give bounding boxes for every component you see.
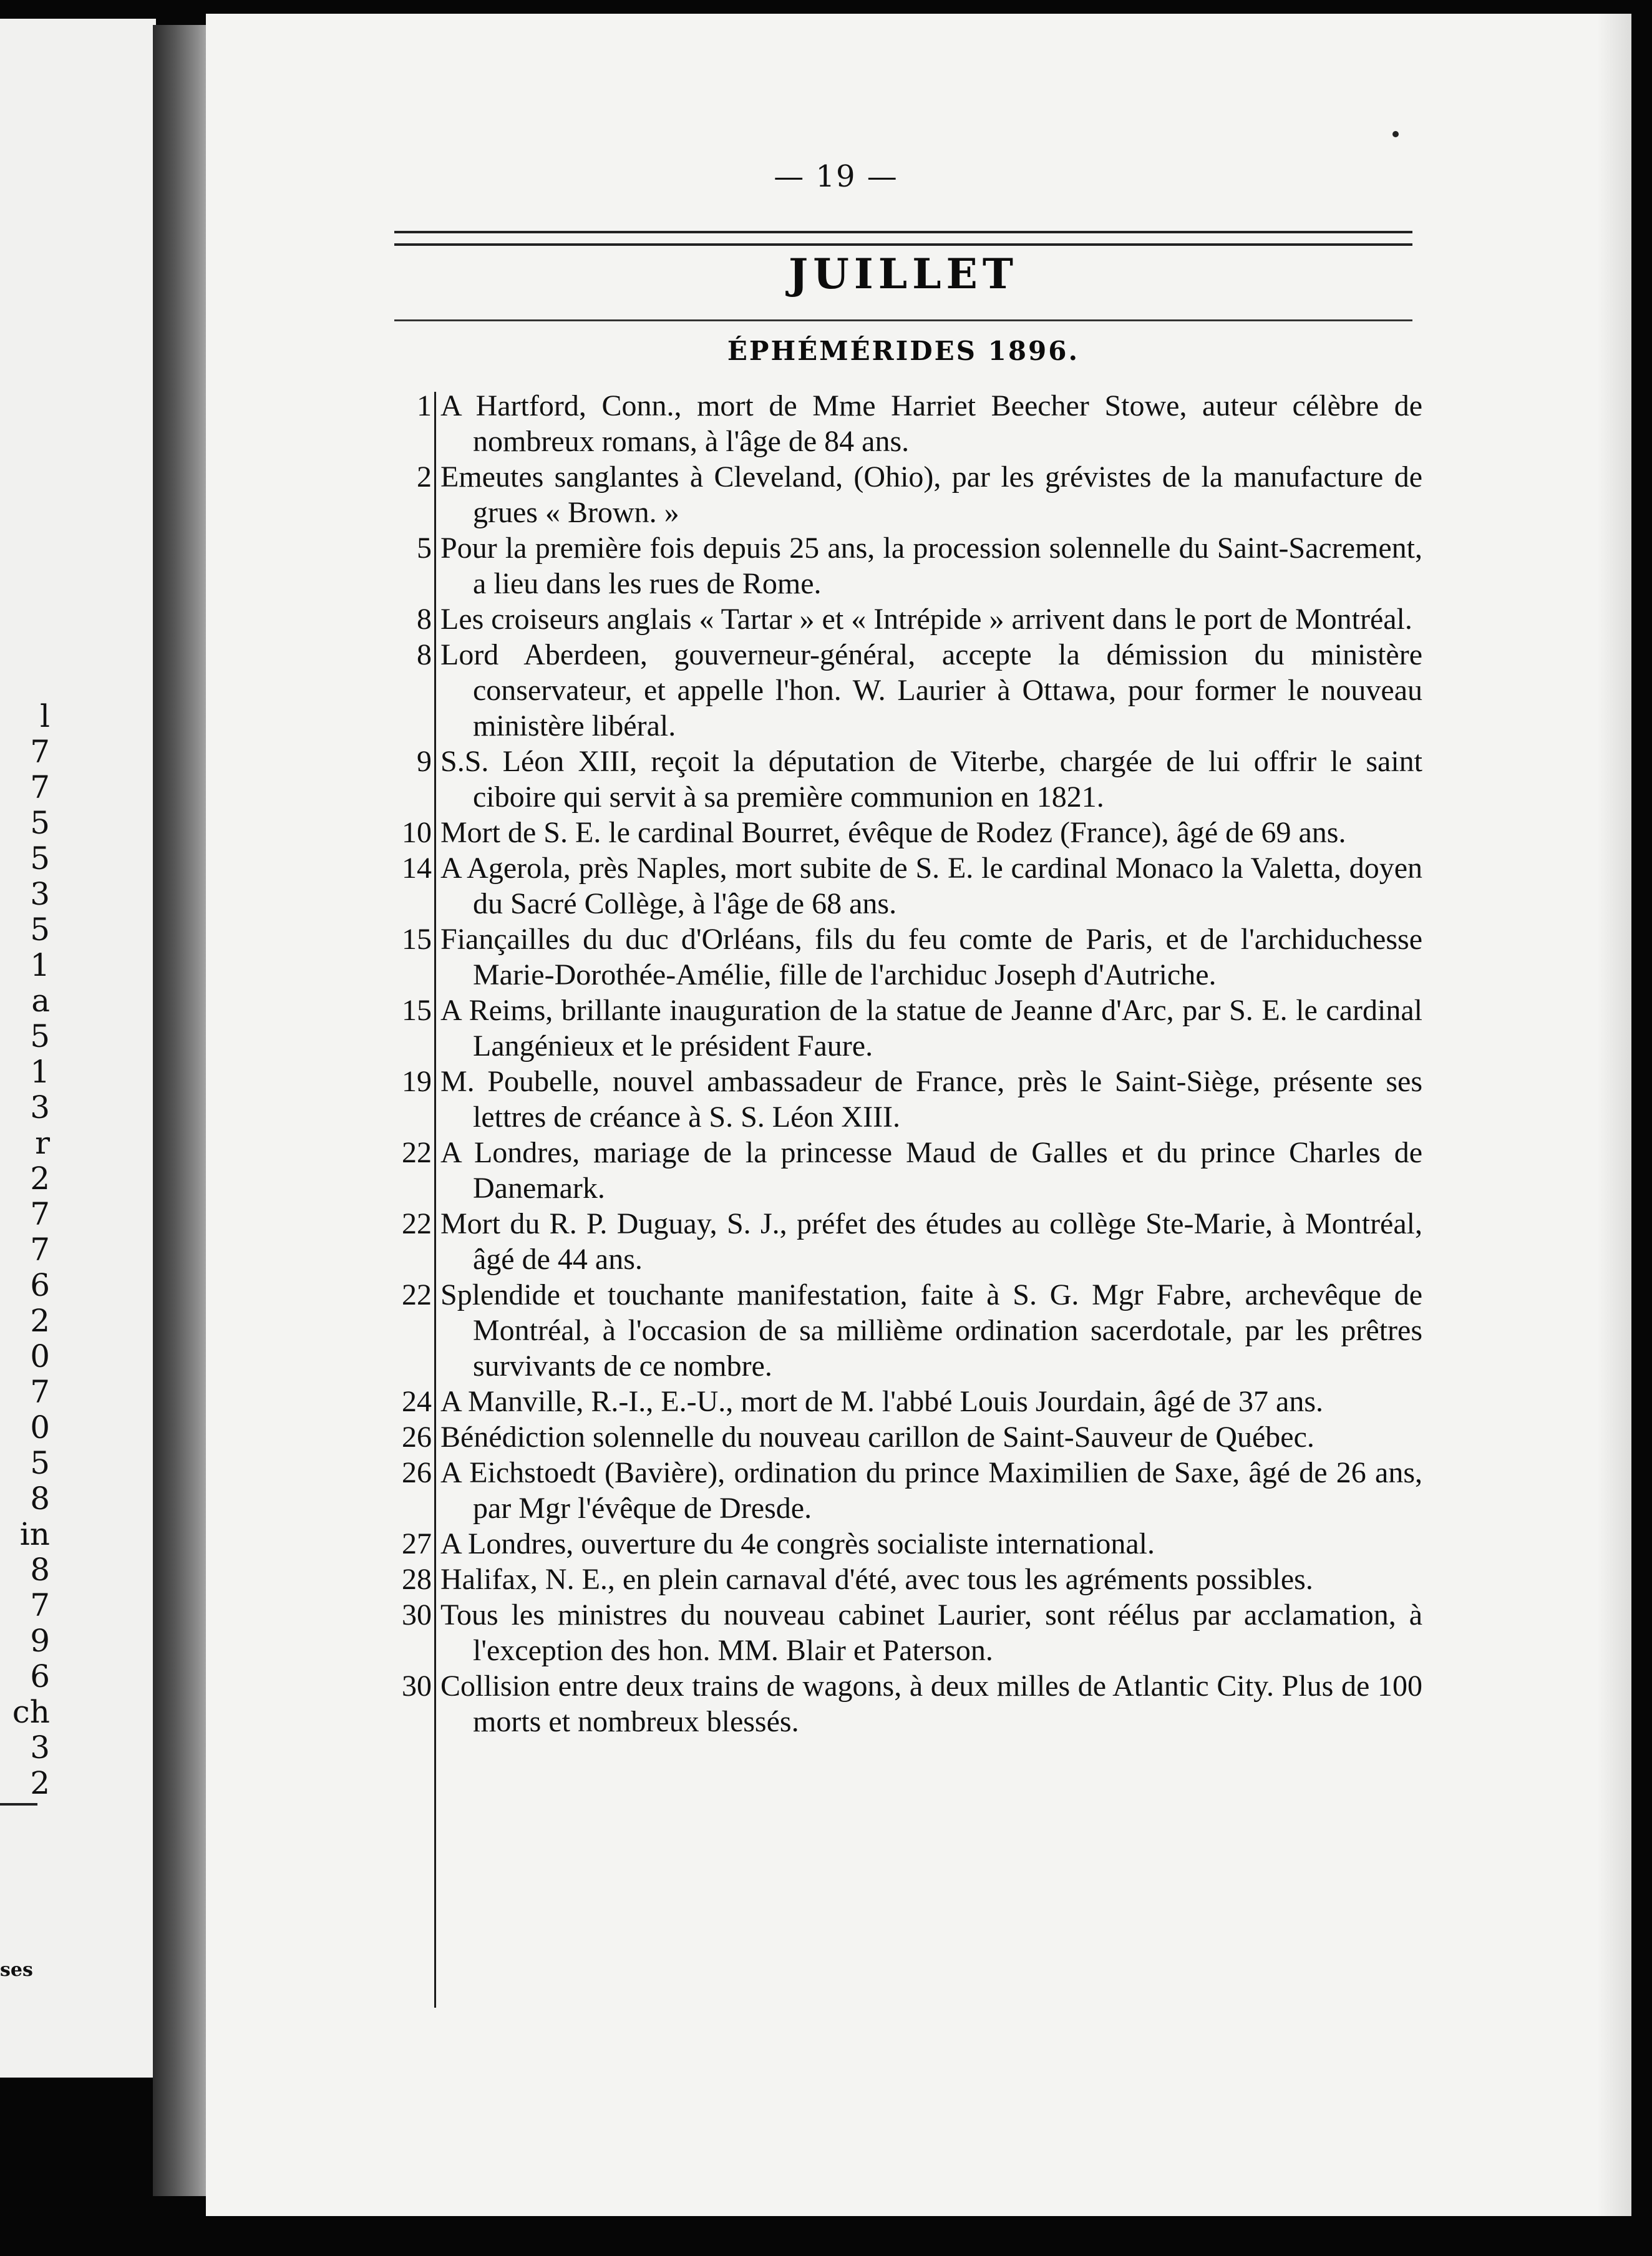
entry-day: 30 — [402, 1598, 432, 1631]
ephemeris-entry — [374, 1562, 1422, 1597]
margin-char: 5 — [30, 912, 50, 948]
ephemeris-entry — [374, 993, 1422, 1064]
ephemeris-entry — [374, 1668, 1422, 1739]
margin-char: 2 — [30, 1160, 50, 1197]
ephemeris-entry — [374, 1455, 1422, 1526]
entry-text: A Reims, brillante inauguration de la statue de Jeanne d'Arc, par S. E. le cardinal Langénieux et le président Faure. — [440, 994, 1422, 1062]
entry-text: M. Poubelle, nouvel ambassadeur de France, près le Saint-Siège, présente ses lettres de créance à S. S. Léon XIII. — [440, 1065, 1422, 1134]
margin-char: 8 — [30, 1552, 50, 1588]
ephemeris-entry — [374, 744, 1422, 815]
margin-char: 7 — [30, 769, 50, 805]
ink-speck — [1392, 131, 1399, 137]
entry-day: 1 — [417, 389, 432, 422]
entry-text: A Manville, R.-I., E.-U., mort de M. l'abbé Louis Jourdain, âgé de 37 ans. — [440, 1385, 1324, 1418]
entry-text: Emeutes sanglantes à Cleveland, (Ohio), par les grévistes de la manufacture de grues « Brown. » — [440, 460, 1422, 529]
margin-char: 5 — [30, 1018, 50, 1054]
entry-day: 22 — [402, 1207, 432, 1240]
entry-day: 14 — [402, 852, 432, 885]
margin-char: in — [19, 1516, 50, 1552]
entry-day: 27 — [402, 1527, 432, 1560]
entry-text: Halifax, N. E., en plein carnaval d'été, avec tous les agréments possibles. — [440, 1563, 1313, 1596]
entry-day: 8 — [417, 603, 432, 636]
ephemerides-list — [374, 388, 1422, 1739]
ephemeris-entry — [374, 921, 1422, 993]
facing-page-rule — [0, 1803, 37, 1806]
ephemeris-entry — [374, 1064, 1422, 1135]
margin-char: 0 — [30, 1338, 50, 1374]
entry-text: A Londres, mariage de la princesse Maud de Galles et du prince Charles de Danemark. — [440, 1136, 1422, 1205]
margin-char: 1 — [30, 1054, 50, 1090]
ephemeris-entry — [374, 1206, 1422, 1277]
section-title: ÉPHÉMÉRIDES 1896. — [727, 336, 1080, 366]
ephemeris-entry — [374, 850, 1422, 921]
margin-char: 9 — [30, 1623, 50, 1659]
entry-text: A Hartford, Conn., mort de Mme Harriet Beecher Stowe, auteur célèbre de nombreux romans, à l'âge de 84 ans. — [440, 389, 1422, 458]
entry-day: 30 — [402, 1670, 432, 1703]
entry-day: 28 — [402, 1563, 432, 1596]
margin-char: 8 — [30, 1480, 50, 1517]
ephemeris-entry — [374, 1135, 1422, 1206]
header-double-rule — [394, 231, 1412, 246]
margin-char: r — [35, 1125, 50, 1161]
facing-page-margin-text — [0, 699, 50, 1801]
margin-char: l — [40, 698, 50, 734]
entry-text: Fiançailles du duc d'Orléans, fils du feu comte de Paris, et de l'archiduchesse Marie-Dorothée-Amélie, fille de l'archiduc Joseph d'Autriche. — [440, 923, 1422, 991]
margin-char: 5 — [30, 840, 50, 877]
ephemeris-entry — [374, 1277, 1422, 1384]
margin-char: ch — [12, 1694, 50, 1730]
entry-day: 15 — [402, 923, 432, 956]
margin-char: 7 — [30, 1196, 50, 1232]
ephemeris-entry — [374, 815, 1422, 850]
entry-day: 2 — [417, 460, 432, 494]
entry-day: 26 — [402, 1456, 432, 1489]
ephemeris-entry — [374, 601, 1422, 637]
margin-char: 5 — [30, 805, 50, 841]
facing-page-word: ses — [0, 1959, 33, 1981]
page-number: — 19 — — [774, 159, 898, 194]
ephemeris-entry — [374, 637, 1422, 744]
margin-char: 6 — [30, 1658, 50, 1694]
entry-day: 15 — [402, 994, 432, 1027]
margin-char: a — [31, 983, 50, 1019]
ephemeris-entry — [374, 530, 1422, 601]
facing-page — [0, 19, 156, 2078]
entry-text: Mort du R. P. Duguay, S. J., préfet des études au collège Ste-Marie, à Montréal, âgé de 44 ans. — [440, 1207, 1422, 1276]
margin-char: 1 — [30, 947, 50, 983]
entry-day: 8 — [417, 638, 432, 671]
entry-text: Collision entre deux trains de wagons, à deux milles de Atlantic City. Plus de 100 morts et nombreux blessés. — [440, 1670, 1422, 1738]
margin-char: 7 — [30, 1587, 50, 1623]
margin-char: 0 — [30, 1409, 50, 1446]
ephemeris-entry — [374, 1597, 1422, 1668]
entry-text: A Agerola, près Naples, mort subite de S. E. le cardinal Monaco la Valetta, doyen du Sacré Collège, à l'âge de 68 ans. — [440, 852, 1422, 920]
entry-text: Tous les ministres du nouveau cabinet Laurier, sont réélus par acclamation, à l'exception des hon. MM. Blair et Paterson. — [440, 1598, 1422, 1667]
month-title: JUILLET — [789, 250, 1018, 298]
entry-day: 19 — [402, 1065, 432, 1098]
ephemeris-entry — [374, 1384, 1422, 1419]
header-rule — [394, 319, 1412, 321]
entry-day: 10 — [402, 816, 432, 849]
margin-char: 7 — [30, 734, 50, 770]
entry-day: 9 — [417, 745, 432, 778]
ephemeris-entry — [374, 459, 1422, 530]
entry-text: Les croiseurs anglais « Tartar » et « Intrépide » arrivent dans le port de Montréal. — [440, 603, 1412, 636]
entry-text: A Eichstoedt (Bavière), ordination du prince Maximilien de Saxe, âgé de 26 ans, par Mgr l'évêque de Dresde. — [440, 1456, 1422, 1525]
margin-char: 7 — [30, 1232, 50, 1268]
entry-day: 5 — [417, 532, 432, 565]
entry-day: 26 — [402, 1421, 432, 1454]
margin-char: 3 — [30, 1089, 50, 1126]
margin-char: 6 — [30, 1267, 50, 1303]
entry-text: A Londres, ouverture du 4e congrès socialiste international. — [440, 1527, 1155, 1560]
entry-text: Lord Aberdeen, gouverneur-général, accepte la démission du ministère conservateur, et appelle l'hon. W. Laurier à Ottawa, pour former le nouveau ministère libéral. — [440, 638, 1422, 742]
entry-day: 22 — [402, 1278, 432, 1311]
entry-text: S.S. Léon XIII, reçoit la députation de Viterbe, chargée de lui offrir le saint ciboire qui servit à sa première communion en 1821. — [440, 745, 1422, 814]
entry-day: 24 — [402, 1385, 432, 1418]
margin-char: 2 — [30, 1303, 50, 1339]
entry-text: Mort de S. E. le cardinal Bourret, évêque de Rodez (France), âgé de 69 ans. — [440, 816, 1346, 849]
ephemeris-entry — [374, 1419, 1422, 1455]
margin-char: 2 — [30, 1765, 50, 1801]
entry-day: 22 — [402, 1136, 432, 1169]
ephemeris-entry — [374, 1526, 1422, 1562]
margin-char: 7 — [30, 1374, 50, 1410]
entry-text: Bénédiction solennelle du nouveau carillon de Saint-Sauveur de Québec. — [440, 1421, 1314, 1454]
page-edge — [1597, 14, 1631, 2216]
margin-char: 5 — [30, 1445, 50, 1481]
margin-char: 3 — [30, 1729, 50, 1766]
margin-char: 3 — [30, 876, 50, 912]
entry-text: Pour la première fois depuis 25 ans, la procession solennelle du Saint-Sacrement, a lieu dans les rues de Rome. — [440, 532, 1422, 600]
ephemeris-entry — [374, 388, 1422, 459]
entry-text: Splendide et touchante manifestation, faite à S. G. Mgr Fabre, archevêque de Montréal, à l'occasion de sa millième ordination sacerdotale, par les prêtres survivants de ce nombre. — [440, 1278, 1422, 1383]
